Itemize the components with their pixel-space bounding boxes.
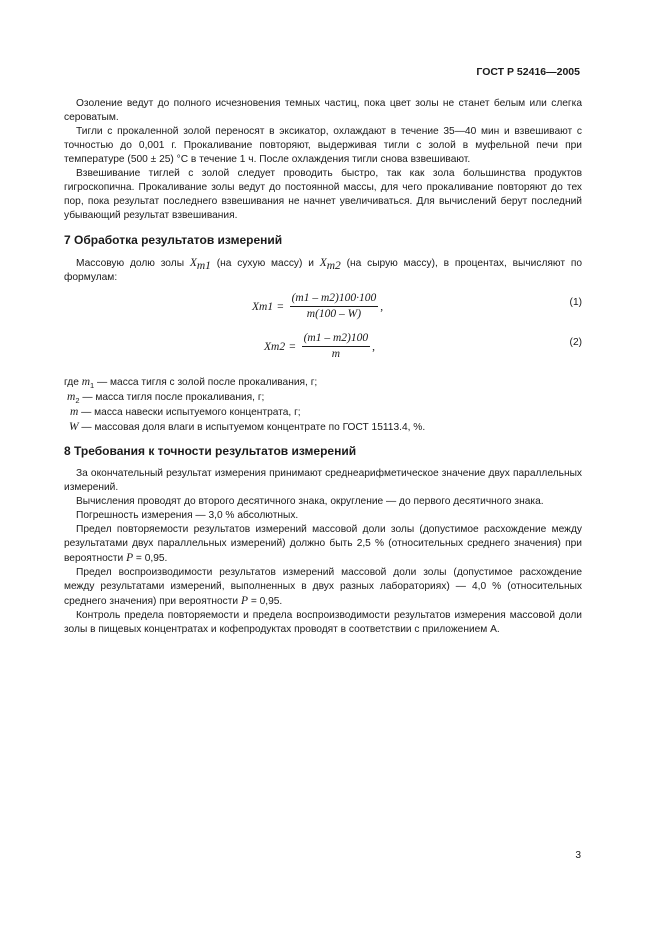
formula-2: X m2 = $\frac{(m1 - m2)100}{m}$ , (264, 332, 375, 360)
legend-item-m: m — масса навески испытуемого концентрата, г; (70, 406, 301, 418)
formula-1-fraction (290, 292, 379, 321)
section-8-text-block (64, 467, 582, 637)
formula-1-number: (1) (569, 297, 582, 308)
standard-header: ГОСТ Р 52416—2005 (476, 66, 580, 78)
section-7-intro: Массовую долю золы $X_{m1}$ (на сухую массу) и $X_{m2}$ (на сырую массу), в процентах, вычисляют по формулам: (64, 257, 583, 283)
paragraph-ashing-color: Озоление ведут до полного исчезновения темных частиц, пока цвет золы не станет белым или слегка сероватым. (64, 98, 582, 123)
paragraph-error: Погрешность измерения — 3,0 % абсолютных. (76, 510, 299, 521)
paragraph-weighing: Взвешивание тиглей с золой следует проводить быстро, так как зола большинства продуктов гигроскопична. Прокаливание золы ведут до постоянной массы, для чего прокаливание повторяют до тех пор, пока результат последнего взвешивания не начнет увеличиваться. Для вычислений берут последний убывающий результат взвешивания. (64, 168, 582, 221)
subscript-m1: m1 (196, 260, 211, 273)
legend-item-m2: $m_2$ — масса тигля после прокаливания, г; (67, 391, 265, 406)
ashing-text-block (64, 97, 582, 223)
paragraph-reproducibility: Предел воспроизводимости результатов измерений массовой доли золы (допустимое расхождение между результатами измерений, выполненных в двух разных лабораториях) — 4,0 % (относительных среднего значения) при вероятности P = 0,95. (64, 567, 582, 607)
subscript-m2: m2 (326, 260, 341, 273)
formula-2-numerator: (m1 – m2)100 (302, 332, 371, 347)
formula-1: X m1 = $\frac{(m1 - m2)100\cdot 100}{m(100 - W)}$ , (252, 292, 384, 320)
formula-1-denominator: m(100 – W) (306, 308, 362, 320)
paragraph-final-result: За окончательный результат измерения принимают среднеарифметическое значение двух параллельных измерений. (64, 468, 582, 493)
section-7-heading: 7 Обработка результатов измерений (64, 233, 283, 247)
legend-item-w: W — массовая доля влаги в испытуемом концентрате по ГОСТ 15113.4, %. (69, 421, 426, 433)
formula-2-denominator: m (331, 348, 341, 360)
variable-legend (64, 375, 584, 435)
legend-item-m1: где $m_1$ — масса тигля с золой после прокаливания, г; (64, 376, 318, 391)
formula-1-numerator: (m1 – m2)100·100 (290, 292, 379, 307)
paragraph-rounding: Вычисления проводят до второго десятичного знака, округление — до первого десятичного знака. (76, 496, 544, 507)
page-number: 3 (575, 850, 581, 861)
paragraph-desiccator: Тигли с прокаленной золой переносят в эксикатор, охлаждают в течение 35—40 мин и взвешивают с точностью до 0,001 г. Прокаливание повторяют, выдерживая тигли с золой в муфельной печи при температуре (500 ± 25) °С в течение 1 ч. После охлаждения тигли снова взвешивают. (64, 126, 582, 165)
formula-2-number: (2) (569, 337, 582, 348)
formula-2-fraction (302, 332, 371, 361)
paragraph-repeatability: Предел повторяемости результатов измерений массовой доли золы (допустимое расхождение между результатами двух параллельных измерений) должно быть 2,5 % (относительных среднего значения) при вероятности P = 0,95. (64, 524, 582, 564)
paragraph-control: Контроль предела повторяемости и предела воспроизводимости результатов измерения массовой доли золы в пищевых концентратах и кофепродуктах проводят в соответствии с приложением А. (64, 610, 582, 635)
section-8-heading: 8 Требования к точности результатов измерений (64, 444, 357, 458)
